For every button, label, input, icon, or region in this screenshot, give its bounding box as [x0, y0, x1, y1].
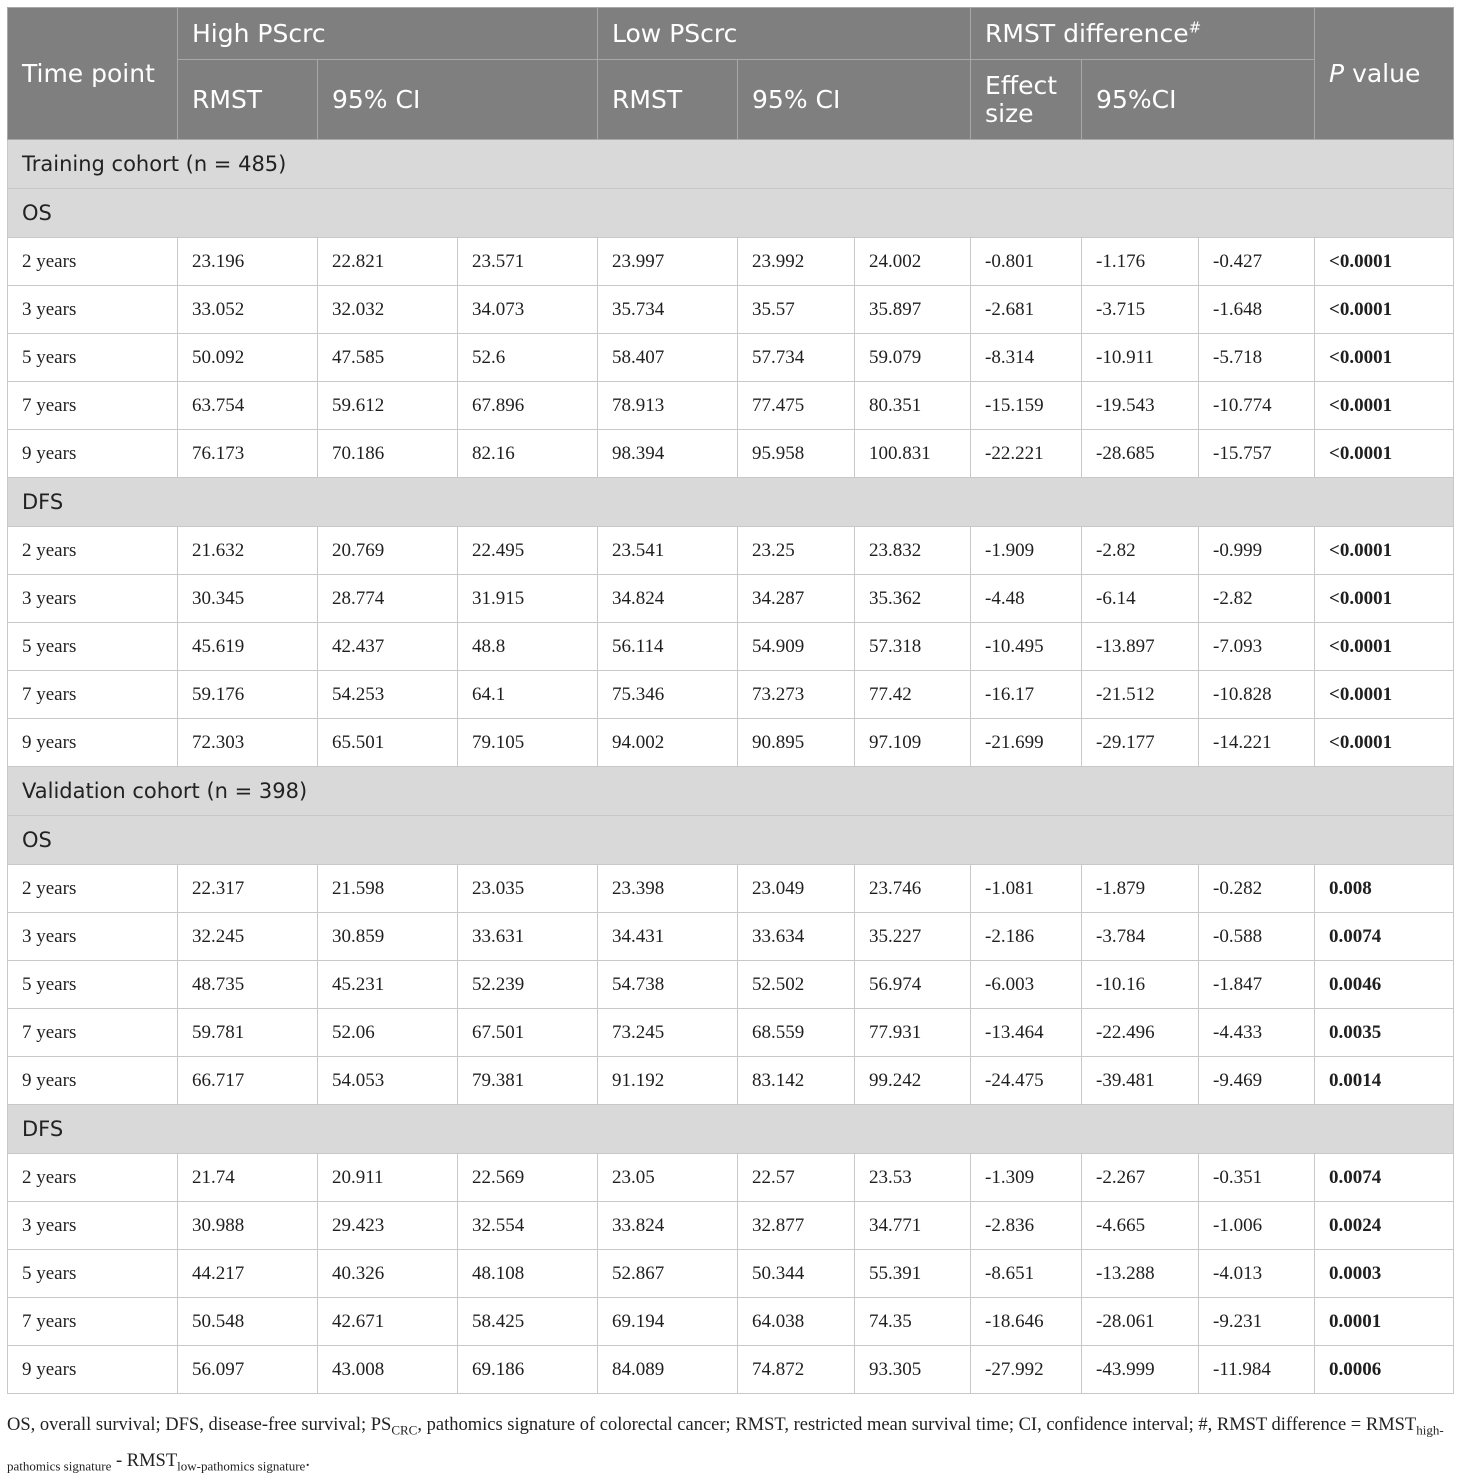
value-cell: 20.911	[318, 1154, 458, 1202]
value-cell: -19.543	[1082, 382, 1199, 430]
value-cell: 23.541	[598, 527, 738, 575]
p-value-cell: 0.0014	[1315, 1057, 1454, 1105]
value-cell: 23.05	[598, 1154, 738, 1202]
time-point-cell: 3 years	[8, 286, 178, 334]
time-point-cell: 2 years	[8, 238, 178, 286]
value-cell: 24.002	[855, 238, 971, 286]
table-row	[8, 527, 1454, 575]
endpoint-header-row	[8, 816, 1454, 865]
value-cell: -4.433	[1199, 1009, 1315, 1057]
value-cell: 22.495	[458, 527, 598, 575]
time-point-cell: 3 years	[8, 575, 178, 623]
value-cell: -4.013	[1199, 1250, 1315, 1298]
value-cell: 45.619	[178, 623, 318, 671]
value-cell: -1.309	[971, 1154, 1082, 1202]
time-point-cell: 9 years	[8, 719, 178, 767]
table-row	[8, 382, 1454, 430]
value-cell: -28.685	[1082, 430, 1199, 478]
time-point-cell: 9 years	[8, 1346, 178, 1394]
table-row	[8, 1346, 1454, 1394]
value-cell: -8.314	[971, 334, 1082, 382]
value-cell: -13.897	[1082, 623, 1199, 671]
value-cell: -24.475	[971, 1057, 1082, 1105]
value-cell: 77.931	[855, 1009, 971, 1057]
value-cell: 50.548	[178, 1298, 318, 1346]
table-row	[8, 1298, 1454, 1346]
value-cell: 66.717	[178, 1057, 318, 1105]
value-cell: 21.74	[178, 1154, 318, 1202]
value-cell: 95.958	[738, 430, 855, 478]
table-footnote: OS, overall survival; DFS, disease-free survival; $PS_{CRC}$, pathomics signature of colorectal cancer; RMST, restricted mean survival time; CI, confidence interval; #, RMST difference = $RMST_{high-pathomics signature}$ - $RMST_{low-pathomics signature}$.	[7, 1415, 1444, 1474]
value-cell: 90.895	[738, 719, 855, 767]
value-cell: 67.896	[458, 382, 598, 430]
value-cell: 30.345	[178, 575, 318, 623]
cohort-label: Validation cohort (n = 398)	[8, 767, 1454, 816]
value-cell: -11.984	[1199, 1346, 1315, 1394]
value-cell: 23.992	[738, 238, 855, 286]
value-cell: 76.173	[178, 430, 318, 478]
value-cell: 32.554	[458, 1202, 598, 1250]
value-cell: -27.992	[971, 1346, 1082, 1394]
p-value-cell: 0.008	[1315, 865, 1454, 913]
p-value-cell: <0.0001	[1315, 575, 1454, 623]
value-cell: -5.718	[1199, 334, 1315, 382]
table-row	[8, 865, 1454, 913]
value-cell: 59.079	[855, 334, 971, 382]
value-cell: 21.632	[178, 527, 318, 575]
time-point-cell: 5 years	[8, 334, 178, 382]
value-cell: -8.651	[971, 1250, 1082, 1298]
value-cell: -1.176	[1082, 238, 1199, 286]
value-cell: 30.988	[178, 1202, 318, 1250]
value-cell: 64.1	[458, 671, 598, 719]
time-point-cell: 2 years	[8, 865, 178, 913]
value-cell: 52.06	[318, 1009, 458, 1057]
value-cell: 68.559	[738, 1009, 855, 1057]
rmst-table	[7, 7, 1454, 1394]
value-cell: -1.879	[1082, 865, 1199, 913]
p-value-cell: <0.0001	[1315, 430, 1454, 478]
value-cell: 79.105	[458, 719, 598, 767]
value-cell: 34.771	[855, 1202, 971, 1250]
value-cell: 58.425	[458, 1298, 598, 1346]
value-cell: 35.227	[855, 913, 971, 961]
value-cell: -0.427	[1199, 238, 1315, 286]
value-cell: 55.391	[855, 1250, 971, 1298]
value-cell: -22.221	[971, 430, 1082, 478]
value-cell: -0.588	[1199, 913, 1315, 961]
time-point-cell: 3 years	[8, 913, 178, 961]
value-cell: -2.186	[971, 913, 1082, 961]
table-row	[8, 623, 1454, 671]
value-cell: -10.495	[971, 623, 1082, 671]
value-cell: 35.734	[598, 286, 738, 334]
value-cell: 33.631	[458, 913, 598, 961]
value-cell: 35.362	[855, 575, 971, 623]
p-value-cell: 0.0046	[1315, 961, 1454, 1009]
p-value-cell: 0.0074	[1315, 913, 1454, 961]
value-cell: 59.612	[318, 382, 458, 430]
value-cell: 100.831	[855, 430, 971, 478]
value-cell: -1.909	[971, 527, 1082, 575]
cohort-header-row	[8, 140, 1454, 189]
value-cell: 23.035	[458, 865, 598, 913]
value-cell: 73.245	[598, 1009, 738, 1057]
time-point-cell: 2 years	[8, 1154, 178, 1202]
value-cell: -43.999	[1082, 1346, 1199, 1394]
value-cell: 80.351	[855, 382, 971, 430]
value-cell: -10.828	[1199, 671, 1315, 719]
value-cell: -7.093	[1199, 623, 1315, 671]
p-value-cell: 0.0024	[1315, 1202, 1454, 1250]
value-cell: 32.032	[318, 286, 458, 334]
value-cell: 42.437	[318, 623, 458, 671]
table-row	[8, 1154, 1454, 1202]
value-cell: -1.847	[1199, 961, 1315, 1009]
value-cell: 54.253	[318, 671, 458, 719]
value-cell: 98.394	[598, 430, 738, 478]
value-cell: -2.681	[971, 286, 1082, 334]
table-row	[8, 1250, 1454, 1298]
table-body	[8, 140, 1454, 1394]
value-cell: 43.008	[318, 1346, 458, 1394]
header-high-rmst: RMST	[178, 60, 318, 140]
p-value-cell: <0.0001	[1315, 334, 1454, 382]
time-point-cell: 7 years	[8, 1298, 178, 1346]
value-cell: 59.176	[178, 671, 318, 719]
value-cell: -21.699	[971, 719, 1082, 767]
value-cell: -2.267	[1082, 1154, 1199, 1202]
value-cell: 29.423	[318, 1202, 458, 1250]
value-cell: 23.832	[855, 527, 971, 575]
table-row	[8, 286, 1454, 334]
cohort-header-row	[8, 767, 1454, 816]
endpoint-header-row	[8, 189, 1454, 238]
value-cell: 57.318	[855, 623, 971, 671]
p-value-cell: <0.0001	[1315, 382, 1454, 430]
value-cell: 83.142	[738, 1057, 855, 1105]
value-cell: 33.824	[598, 1202, 738, 1250]
time-point-cell: 7 years	[8, 1009, 178, 1057]
value-cell: -9.231	[1199, 1298, 1315, 1346]
value-cell: 33.052	[178, 286, 318, 334]
value-cell: -10.16	[1082, 961, 1199, 1009]
p-value-cell: <0.0001	[1315, 719, 1454, 767]
value-cell: 77.42	[855, 671, 971, 719]
value-cell: 74.35	[855, 1298, 971, 1346]
table-row	[8, 238, 1454, 286]
value-cell: 44.217	[178, 1250, 318, 1298]
value-cell: -6.003	[971, 961, 1082, 1009]
value-cell: -21.512	[1082, 671, 1199, 719]
value-cell: 59.781	[178, 1009, 318, 1057]
value-cell: 63.754	[178, 382, 318, 430]
value-cell: 22.821	[318, 238, 458, 286]
table-header	[8, 8, 1454, 140]
value-cell: 69.186	[458, 1346, 598, 1394]
time-point-cell: 5 years	[8, 623, 178, 671]
value-cell: 50.092	[178, 334, 318, 382]
value-cell: -10.774	[1199, 382, 1315, 430]
table-row	[8, 575, 1454, 623]
value-cell: 78.913	[598, 382, 738, 430]
value-cell: 22.569	[458, 1154, 598, 1202]
value-cell: 47.585	[318, 334, 458, 382]
value-cell: 23.25	[738, 527, 855, 575]
table-row	[8, 913, 1454, 961]
p-value-cell: 0.0035	[1315, 1009, 1454, 1057]
value-cell: 79.381	[458, 1057, 598, 1105]
p-value-cell: <0.0001	[1315, 286, 1454, 334]
value-cell: 42.671	[318, 1298, 458, 1346]
value-cell: 34.824	[598, 575, 738, 623]
header-high-pscrc: High PScrc	[178, 8, 598, 60]
table-row	[8, 671, 1454, 719]
header-p-value: P value	[1315, 8, 1454, 140]
value-cell: 40.326	[318, 1250, 458, 1298]
value-cell: 52.502	[738, 961, 855, 1009]
value-cell: 32.877	[738, 1202, 855, 1250]
value-cell: 99.242	[855, 1057, 971, 1105]
value-cell: 52.6	[458, 334, 598, 382]
value-cell: -6.14	[1082, 575, 1199, 623]
value-cell: 48.735	[178, 961, 318, 1009]
header-effect-size: Effect size	[971, 60, 1082, 140]
value-cell: 91.192	[598, 1057, 738, 1105]
header-time-point: Time point	[8, 8, 178, 140]
p-value-cell: <0.0001	[1315, 527, 1454, 575]
header-low-pscrc: Low PScrc	[598, 8, 971, 60]
table-row	[8, 719, 1454, 767]
p-value-cell: <0.0001	[1315, 623, 1454, 671]
table-row	[8, 430, 1454, 478]
value-cell: 58.407	[598, 334, 738, 382]
value-cell: -3.715	[1082, 286, 1199, 334]
header-high-ci: 95% CI	[318, 60, 598, 140]
value-cell: 56.974	[855, 961, 971, 1009]
value-cell: -22.496	[1082, 1009, 1199, 1057]
value-cell: 23.746	[855, 865, 971, 913]
value-cell: 56.097	[178, 1346, 318, 1394]
endpoint-label: OS	[8, 189, 1454, 238]
value-cell: 23.997	[598, 238, 738, 286]
endpoint-label: DFS	[8, 1105, 1454, 1154]
p-value-cell: <0.0001	[1315, 671, 1454, 719]
value-cell: -2.82	[1082, 527, 1199, 575]
value-cell: 48.108	[458, 1250, 598, 1298]
value-cell: -9.469	[1199, 1057, 1315, 1105]
value-cell: 75.346	[598, 671, 738, 719]
value-cell: 34.431	[598, 913, 738, 961]
cohort-label: Training cohort (n = 485)	[8, 140, 1454, 189]
value-cell: -14.221	[1199, 719, 1315, 767]
header-low-rmst: RMST	[598, 60, 738, 140]
endpoint-label: DFS	[8, 478, 1454, 527]
table-row	[8, 334, 1454, 382]
value-cell: -0.282	[1199, 865, 1315, 913]
value-cell: 50.344	[738, 1250, 855, 1298]
value-cell: -1.006	[1199, 1202, 1315, 1250]
value-cell: 21.598	[318, 865, 458, 913]
value-cell: 54.738	[598, 961, 738, 1009]
p-value-cell: 0.0003	[1315, 1250, 1454, 1298]
value-cell: 65.501	[318, 719, 458, 767]
value-cell: -15.159	[971, 382, 1082, 430]
value-cell: 35.897	[855, 286, 971, 334]
value-cell: 57.734	[738, 334, 855, 382]
value-cell: 73.273	[738, 671, 855, 719]
p-value-cell: 0.0074	[1315, 1154, 1454, 1202]
value-cell: 54.909	[738, 623, 855, 671]
value-cell: 82.16	[458, 430, 598, 478]
value-cell: -28.061	[1082, 1298, 1199, 1346]
value-cell: -0.801	[971, 238, 1082, 286]
table-row	[8, 1057, 1454, 1105]
value-cell: -15.757	[1199, 430, 1315, 478]
value-cell: 23.196	[178, 238, 318, 286]
value-cell: 23.049	[738, 865, 855, 913]
value-cell: -18.646	[971, 1298, 1082, 1346]
p-value-cell: <0.0001	[1315, 238, 1454, 286]
value-cell: 34.287	[738, 575, 855, 623]
endpoint-header-row	[8, 1105, 1454, 1154]
value-cell: -13.288	[1082, 1250, 1199, 1298]
value-cell: 33.634	[738, 913, 855, 961]
time-point-cell: 9 years	[8, 430, 178, 478]
value-cell: 64.038	[738, 1298, 855, 1346]
time-point-cell: 7 years	[8, 382, 178, 430]
value-cell: 45.231	[318, 961, 458, 1009]
value-cell: 32.245	[178, 913, 318, 961]
table-row	[8, 1202, 1454, 1250]
time-point-cell: 7 years	[8, 671, 178, 719]
endpoint-label: OS	[8, 816, 1454, 865]
value-cell: 77.475	[738, 382, 855, 430]
value-cell: 22.317	[178, 865, 318, 913]
value-cell: -4.665	[1082, 1202, 1199, 1250]
value-cell: 69.194	[598, 1298, 738, 1346]
value-cell: 23.398	[598, 865, 738, 913]
value-cell: 70.186	[318, 430, 458, 478]
value-cell: 22.57	[738, 1154, 855, 1202]
value-cell: -29.177	[1082, 719, 1199, 767]
value-cell: 74.872	[738, 1346, 855, 1394]
header-low-ci: 95% CI	[738, 60, 971, 140]
value-cell: 93.305	[855, 1346, 971, 1394]
time-point-cell: 5 years	[8, 961, 178, 1009]
value-cell: 52.867	[598, 1250, 738, 1298]
value-cell: 97.109	[855, 719, 971, 767]
value-cell: -10.911	[1082, 334, 1199, 382]
value-cell: -16.17	[971, 671, 1082, 719]
value-cell: 23.571	[458, 238, 598, 286]
p-value-cell: 0.0006	[1315, 1346, 1454, 1394]
value-cell: 72.303	[178, 719, 318, 767]
value-cell: -1.081	[971, 865, 1082, 913]
value-cell: 67.501	[458, 1009, 598, 1057]
value-cell: -2.82	[1199, 575, 1315, 623]
value-cell: 28.774	[318, 575, 458, 623]
value-cell: -2.836	[971, 1202, 1082, 1250]
value-cell: -3.784	[1082, 913, 1199, 961]
value-cell: -0.999	[1199, 527, 1315, 575]
value-cell: -4.48	[971, 575, 1082, 623]
value-cell: 84.089	[598, 1346, 738, 1394]
endpoint-header-row	[8, 478, 1454, 527]
header-rmst-difference: RMST difference#	[971, 8, 1315, 60]
time-point-cell: 3 years	[8, 1202, 178, 1250]
table-container	[7, 7, 1453, 1394]
value-cell: 23.53	[855, 1154, 971, 1202]
value-cell: 34.073	[458, 286, 598, 334]
header-diff-ci: 95%CI	[1082, 60, 1315, 140]
p-value-cell: 0.0001	[1315, 1298, 1454, 1346]
value-cell: -1.648	[1199, 286, 1315, 334]
value-cell: 52.239	[458, 961, 598, 1009]
value-cell: -39.481	[1082, 1057, 1199, 1105]
value-cell: 94.002	[598, 719, 738, 767]
time-point-cell: 5 years	[8, 1250, 178, 1298]
value-cell: 30.859	[318, 913, 458, 961]
value-cell: 31.915	[458, 575, 598, 623]
value-cell: -13.464	[971, 1009, 1082, 1057]
value-cell: 48.8	[458, 623, 598, 671]
value-cell: 54.053	[318, 1057, 458, 1105]
value-cell: 20.769	[318, 527, 458, 575]
value-cell: -0.351	[1199, 1154, 1315, 1202]
time-point-cell: 2 years	[8, 527, 178, 575]
value-cell: 56.114	[598, 623, 738, 671]
table-row	[8, 1009, 1454, 1057]
value-cell: 35.57	[738, 286, 855, 334]
table-row	[8, 961, 1454, 1009]
time-point-cell: 9 years	[8, 1057, 178, 1105]
